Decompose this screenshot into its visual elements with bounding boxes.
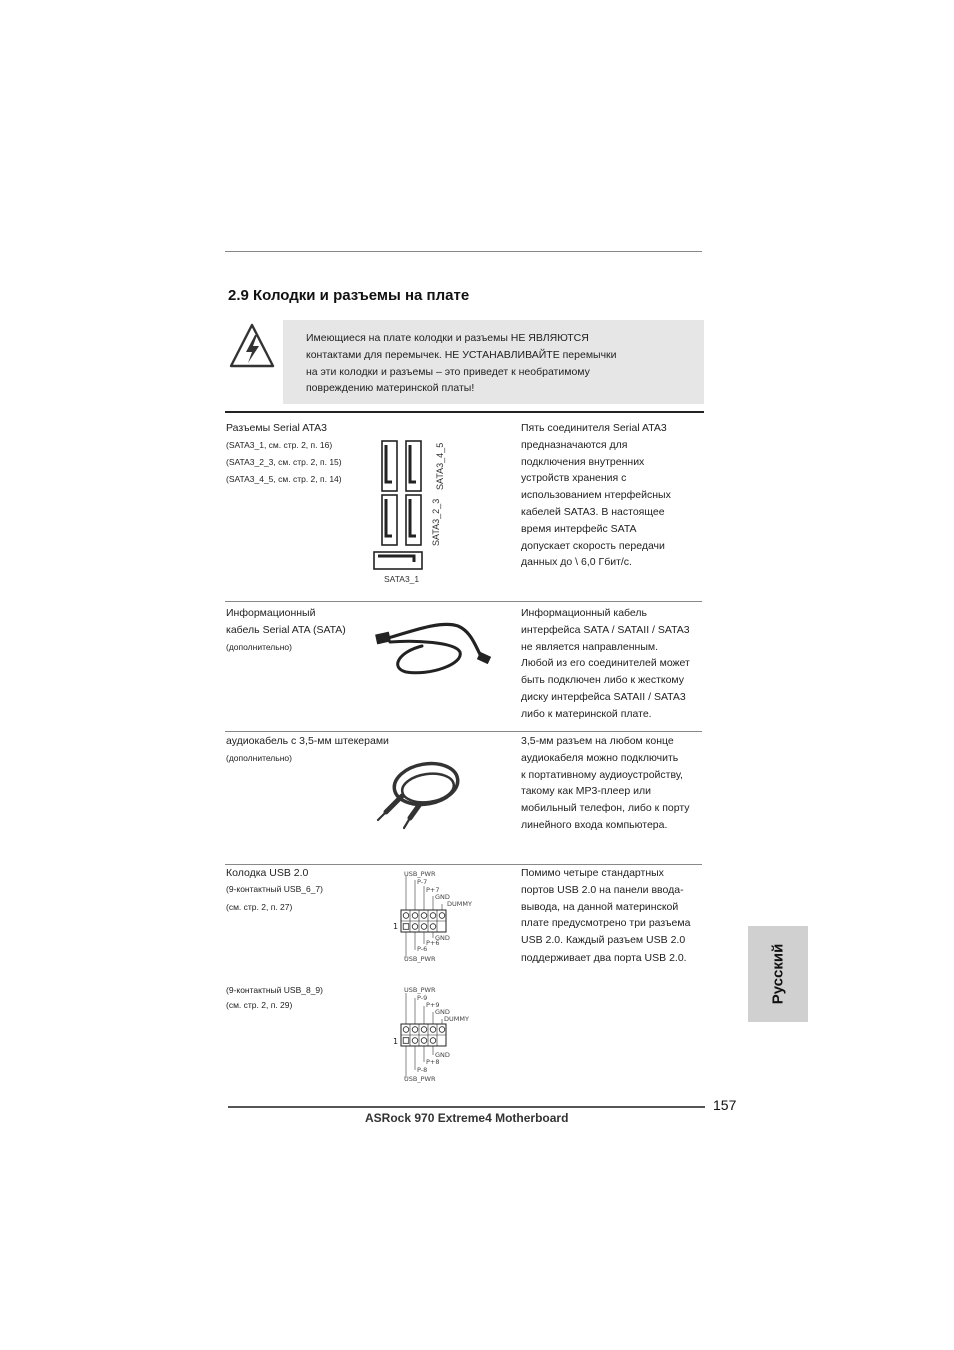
audio-cable-desc: аудиокабеля можно подключить [521, 752, 679, 764]
warning-icon [228, 321, 276, 371]
usb-desc: поддерживает два порта USB 2.0. [521, 952, 687, 964]
audio-cable-title: аудиокабель с 3,5-мм штекерами [226, 735, 389, 747]
sata3-desc: использованием нтерфейсных [521, 489, 671, 501]
audio-cable-desc: мобильный телефон, либо к порту [521, 802, 690, 814]
usb-pwr-label: USB_PWR [404, 986, 436, 994]
p-minus-label: P-8 [417, 1066, 428, 1074]
sata-cable-desc: диску интерфейса SATAII / SATA3 [521, 691, 686, 703]
warning-line: Имеющиеся на плате колодки и разъемы НЕ ЯВЛЯЮТСЯ [306, 332, 589, 344]
usb-desc: USB 2.0. Каждый разъем USB 2.0 [521, 934, 686, 946]
usb-desc: вывода, на данной материнской [521, 901, 679, 913]
sata3-desc: кабелей SATA3. В настоящее [521, 506, 665, 518]
pin-1-label: 1 [393, 922, 399, 931]
p-minus-label: P-9 [417, 994, 428, 1002]
audio-cable-desc: 3,5-мм разъем на любом конце [521, 735, 674, 747]
sata3-1-label: SATA3_1 [384, 574, 420, 584]
usb-title: Колодка USB 2.0 [226, 867, 309, 879]
usb-6-7-pinout [390, 866, 490, 966]
sata3-desc: Пять соединителя Serial ATA3 [521, 422, 667, 434]
section-divider [225, 411, 704, 413]
p-minus-label: P-6 [417, 945, 428, 953]
top-rule [225, 251, 702, 252]
sata-cable-desc: интерфейса SATA / SATAII / SATA3 [521, 624, 690, 636]
row-divider [225, 601, 702, 602]
sata3-2-3-label: SATA3_2_3 [431, 498, 441, 546]
language-tab [748, 926, 808, 1022]
sata3-4-5-label: SATA3_4_5 [435, 442, 445, 490]
sata3-desc: подключения внутренних [521, 456, 645, 468]
sata3-ref: (SATA3_4_5, см. стр. 2, п. 14) [226, 474, 342, 484]
gnd-label: GND [435, 934, 450, 942]
section-title: 2.9 Колодки и разъемы на плате [228, 287, 470, 304]
p-plus-label: P+6 [426, 939, 440, 947]
page-number: 157 [713, 1097, 737, 1113]
sata3-ref: (SATA3_1, см. стр. 2, п. 16) [226, 440, 333, 450]
audio-cable-desc: к портативному аудиоустройству, [521, 769, 683, 781]
sata3-title: Разъемы Serial ATA3 [226, 422, 327, 434]
warning-line: на эти колодки и разъемы – это приведет к необратимому [306, 366, 590, 378]
dummy-label: DUMMY [444, 1015, 469, 1023]
audio-cable-image [372, 756, 472, 836]
dummy-label: DUMMY [447, 900, 472, 908]
usb-desc: портов USB 2.0 на панели ввода- [521, 884, 684, 896]
usb-ref: (9-контактный USB_6_7) [226, 884, 323, 894]
sata-cable-note: (дополнительно) [226, 642, 292, 652]
sata-cable-desc: быть подключен либо к жесткому [521, 674, 685, 686]
sata3-desc: время интерфейс SATA [521, 523, 637, 535]
sata-cable-desc: не является направленным. [521, 641, 659, 653]
sata-cable-desc: либо к материнской плате. [521, 708, 652, 720]
usb-pwr-label: USB_PWR [404, 870, 436, 878]
sata-cable-desc: Любой из его соединителей может [521, 657, 690, 669]
sata3-desc: данных до \ 6,0 Гбит/с. [521, 556, 632, 568]
sata-cable-image [370, 612, 500, 682]
usb-ref: (см. стр. 2, п. 29) [226, 1000, 293, 1010]
language-tab-label: Русский [769, 943, 787, 1005]
sata-cable-title: Информационный [226, 607, 316, 619]
p-plus-label: P+8 [426, 1058, 440, 1066]
usb-desc: плате предусмотрено три разъема [521, 917, 691, 929]
warning-line: повреждению материнской платы! [306, 382, 475, 394]
p-plus-label: P+7 [426, 886, 440, 894]
sata3-ref: (SATA3_2_3, см. стр. 2, п. 15) [226, 457, 342, 467]
audio-cable-note: (дополнительно) [226, 753, 292, 763]
sata-cable-title: кабель Serial ATA (SATA) [226, 624, 346, 636]
gnd-label: GND [435, 893, 450, 901]
gnd-label: GND [435, 1008, 450, 1016]
footer-text: ASRock 970 Extreme4 Motherboard [365, 1111, 569, 1125]
sata-cable-desc: Информационный кабель [521, 607, 648, 619]
sata3-desc: устройств хранения с [521, 472, 627, 484]
gnd-label: GND [435, 1051, 450, 1059]
sata3-desc: допускает скорость передачи [521, 540, 665, 552]
audio-cable-desc: такому как MP3-плеер или [521, 785, 651, 797]
audio-cable-desc: линейного входа компьютера. [521, 819, 668, 831]
pin-1-label: 1 [393, 1037, 399, 1046]
warning-line: контактами для перемычек. НЕ УСТАНАВЛИВАЙТЕ перемычки [306, 349, 617, 361]
usb-pwr-label: USB_PWR [404, 1075, 436, 1083]
footer-rule [228, 1106, 705, 1108]
sata3-desc: предназначаются для [521, 439, 628, 451]
usb-8-9-pinout [390, 982, 490, 1086]
p-plus-label: P+9 [426, 1001, 440, 1009]
usb-ref: (9-контактный USB_8_9) [226, 985, 323, 995]
usb-ref: (см. стр. 2, п. 27) [226, 902, 293, 912]
row-divider [225, 731, 702, 732]
p-minus-label: P-7 [417, 878, 428, 886]
usb-desc: Помимо четыре стандартных [521, 867, 664, 879]
usb-pwr-label: USB_PWR [404, 955, 436, 963]
